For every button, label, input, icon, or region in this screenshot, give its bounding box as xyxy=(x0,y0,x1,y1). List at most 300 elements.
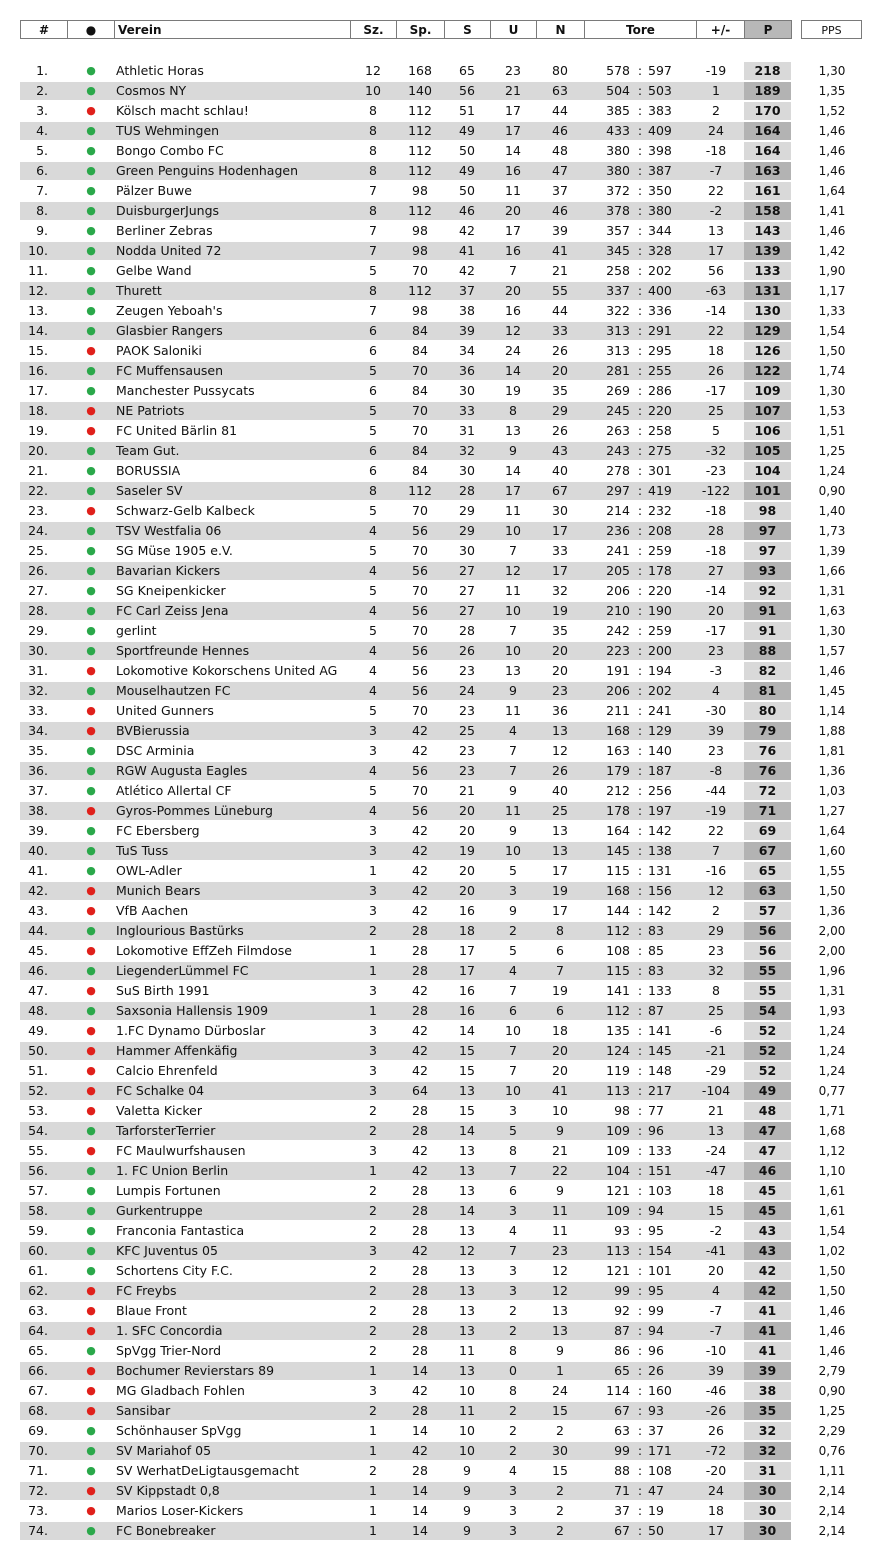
draws-cell: 5 xyxy=(509,863,517,878)
rank-cell: 19. xyxy=(28,423,48,438)
goals-for-cell: 313 xyxy=(606,323,630,338)
draws-cell: 4 xyxy=(509,1223,517,1238)
rank-cell: 29. xyxy=(28,623,48,638)
wins-cell: 17 xyxy=(459,963,475,978)
sz-cell: 8 xyxy=(369,163,377,178)
sz-cell: 2 xyxy=(369,1223,377,1238)
rank-cell: 73. xyxy=(28,1503,48,1518)
goals-colon: : xyxy=(637,1383,643,1398)
goals-colon: : xyxy=(637,223,643,238)
pps-cell: 1,46 xyxy=(818,164,846,178)
wins-cell: 9 xyxy=(463,1463,471,1478)
status-dot-icon: ● xyxy=(86,1444,96,1457)
goals-colon: : xyxy=(637,1123,643,1138)
goals-against-cell: 148 xyxy=(648,1063,672,1078)
rank-cell: 5. xyxy=(36,143,48,158)
pps-cell: 1,46 xyxy=(818,1304,846,1318)
points-cell: 54 xyxy=(758,1003,777,1018)
draws-cell: 7 xyxy=(509,743,517,758)
rank-cell: 64. xyxy=(28,1323,48,1338)
club-name: RGW Augusta Eagles xyxy=(116,763,248,778)
status-dot-icon: ● xyxy=(86,1144,96,1157)
sp-cell: 56 xyxy=(412,663,428,678)
pps-cell: 1,25 xyxy=(818,444,846,458)
table-row xyxy=(20,381,862,401)
sp-cell: 64 xyxy=(412,1083,428,1098)
sz-cell: 10 xyxy=(365,83,381,98)
pps-cell: 1,90 xyxy=(818,264,846,278)
points-cell: 76 xyxy=(758,763,777,778)
draws-cell: 3 xyxy=(509,1203,517,1218)
status-dot-icon: ● xyxy=(86,1504,96,1517)
table-row xyxy=(20,481,862,501)
rank-cell: 66. xyxy=(28,1363,48,1378)
club-name: Thurett xyxy=(116,283,162,298)
club-name: 1. FC Union Berlin xyxy=(116,1163,229,1178)
losses-cell: 35 xyxy=(552,383,568,398)
goals-against-cell: 101 xyxy=(648,1263,672,1278)
goals-against-cell: 200 xyxy=(648,643,672,658)
pps-cell: 1,24 xyxy=(818,464,846,478)
rank-cell: 16. xyxy=(28,363,48,378)
goals-colon: : xyxy=(637,1503,643,1518)
wins-cell: 11 xyxy=(459,1343,475,1358)
rank-cell: 33. xyxy=(28,703,48,718)
pps-cell: 1,54 xyxy=(818,324,846,338)
club-name: KFC Juventus 05 xyxy=(116,1243,218,1258)
table-row xyxy=(20,1281,862,1301)
club-name: Bochumer Revierstars 89 xyxy=(116,1363,275,1378)
losses-cell: 17 xyxy=(552,523,568,538)
points-cell: 38 xyxy=(758,1383,777,1398)
sp-cell: 42 xyxy=(412,883,428,898)
sz-cell: 3 xyxy=(369,1023,377,1038)
goals-for-cell: 191 xyxy=(606,663,630,678)
wins-cell: 23 xyxy=(459,743,475,758)
goals-against-cell: 93 xyxy=(648,1403,664,1418)
losses-cell: 67 xyxy=(552,483,568,498)
sp-cell: 28 xyxy=(412,1343,428,1358)
wins-cell: 42 xyxy=(459,263,475,278)
losses-cell: 36 xyxy=(552,703,568,718)
table-row xyxy=(20,841,862,861)
wins-cell: 41 xyxy=(459,243,475,258)
points-cell: 164 xyxy=(754,123,781,138)
goals-for-cell: 109 xyxy=(606,1123,630,1138)
sp-cell: 70 xyxy=(412,263,428,278)
goals-for-cell: 124 xyxy=(606,1043,630,1058)
goals-colon: : xyxy=(637,543,643,558)
wins-cell: 46 xyxy=(459,203,475,218)
goals-colon: : xyxy=(637,1283,643,1298)
header-tore: Tore xyxy=(584,20,697,39)
sp-cell: 84 xyxy=(412,323,428,338)
goal-diff-cell: 27 xyxy=(708,563,724,578)
draws-cell: 23 xyxy=(505,63,521,78)
wins-cell: 13 xyxy=(459,1143,475,1158)
club-name: SG Müse 1905 e.V. xyxy=(116,543,233,558)
goals-for-cell: 206 xyxy=(606,683,630,698)
sp-cell: 14 xyxy=(412,1503,428,1518)
wins-cell: 14 xyxy=(459,1123,475,1138)
losses-cell: 19 xyxy=(552,983,568,998)
table-row xyxy=(20,1061,862,1081)
goals-for-cell: 504 xyxy=(606,83,630,98)
table-row xyxy=(20,521,862,541)
goals-for-cell: 63 xyxy=(614,1423,630,1438)
goals-against-cell: 133 xyxy=(648,983,672,998)
goals-for-cell: 119 xyxy=(606,1063,630,1078)
rank-cell: 65. xyxy=(28,1343,48,1358)
rank-cell: 54. xyxy=(28,1123,48,1138)
table-row xyxy=(20,1241,862,1261)
sz-cell: 8 xyxy=(369,283,377,298)
club-name: FC Freybs xyxy=(116,1283,177,1298)
goals-against-cell: 202 xyxy=(648,263,672,278)
goals-for-cell: 67 xyxy=(614,1403,630,1418)
sp-cell: 98 xyxy=(412,183,428,198)
club-name: Franconia Fantastica xyxy=(116,1223,245,1238)
points-cell: 55 xyxy=(758,963,777,978)
goal-diff-cell: -10 xyxy=(705,1343,727,1358)
goals-against-cell: 140 xyxy=(648,743,672,758)
goals-against-cell: 160 xyxy=(648,1383,672,1398)
club-name: Schönhauser SpVgg xyxy=(116,1423,242,1438)
table-header xyxy=(20,20,862,40)
table-row xyxy=(20,1381,862,1401)
club-name: Hammer Affenkäfig xyxy=(116,1043,238,1058)
goals-colon: : xyxy=(637,143,643,158)
goals-for-cell: 313 xyxy=(606,343,630,358)
losses-cell: 11 xyxy=(552,1223,568,1238)
wins-cell: 27 xyxy=(459,603,475,618)
goals-for-cell: 121 xyxy=(606,1183,630,1198)
pps-cell: 1,88 xyxy=(818,724,846,738)
sz-cell: 6 xyxy=(369,443,377,458)
sz-cell: 1 xyxy=(369,1483,377,1498)
wins-cell: 32 xyxy=(459,443,475,458)
status-dot-icon: ● xyxy=(86,504,96,517)
goal-diff-cell: 25 xyxy=(708,1003,724,1018)
club-name: Munich Bears xyxy=(116,883,201,898)
draws-cell: 4 xyxy=(509,723,517,738)
losses-cell: 18 xyxy=(552,1023,568,1038)
wins-cell: 56 xyxy=(459,83,475,98)
pps-cell: 1,61 xyxy=(818,1204,846,1218)
sp-cell: 28 xyxy=(412,943,428,958)
status-dot-icon: ● xyxy=(86,404,96,417)
status-dot-icon: ● xyxy=(86,544,96,557)
status-dot-icon: ● xyxy=(86,164,96,177)
points-cell: 49 xyxy=(758,1083,777,1098)
points-cell: 81 xyxy=(758,683,777,698)
pps-cell: 1,10 xyxy=(818,1164,846,1178)
club-name: FC Muffensausen xyxy=(116,363,224,378)
goal-diff-cell: -20 xyxy=(705,1463,727,1478)
rank-cell: 31. xyxy=(28,663,48,678)
goals-for-cell: 141 xyxy=(606,983,630,998)
losses-cell: 23 xyxy=(552,1243,568,1258)
goals-against-cell: 256 xyxy=(648,783,672,798)
sz-cell: 3 xyxy=(369,823,377,838)
sp-cell: 42 xyxy=(412,903,428,918)
pps-cell: 2,00 xyxy=(818,924,846,938)
status-dot-icon: ● xyxy=(86,624,96,637)
goals-colon: : xyxy=(637,1323,643,1338)
draws-cell: 7 xyxy=(509,623,517,638)
goals-colon: : xyxy=(637,963,643,978)
losses-cell: 13 xyxy=(552,823,568,838)
wins-cell: 30 xyxy=(459,543,475,558)
wins-cell: 27 xyxy=(459,563,475,578)
goal-diff-cell: 22 xyxy=(708,183,724,198)
draws-cell: 11 xyxy=(505,183,521,198)
rank-cell: 30. xyxy=(28,643,48,658)
wins-cell: 13 xyxy=(459,1363,475,1378)
sp-cell: 56 xyxy=(412,763,428,778)
club-name: SuS Birth 1991 xyxy=(116,983,210,998)
rank-cell: 8. xyxy=(36,203,48,218)
table-row xyxy=(20,1221,862,1241)
losses-cell: 41 xyxy=(552,243,568,258)
losses-cell: 2 xyxy=(556,1423,564,1438)
sz-cell: 3 xyxy=(369,1043,377,1058)
sp-cell: 28 xyxy=(412,923,428,938)
draws-cell: 21 xyxy=(505,83,521,98)
points-cell: 82 xyxy=(758,663,777,678)
goals-against-cell: 142 xyxy=(648,903,672,918)
goal-diff-cell: -18 xyxy=(705,143,727,158)
losses-cell: 17 xyxy=(552,863,568,878)
pps-cell: 0,90 xyxy=(818,1384,846,1398)
status-dot-icon: ● xyxy=(86,1184,96,1197)
rank-cell: 15. xyxy=(28,343,48,358)
pps-cell: 2,29 xyxy=(818,1424,846,1438)
points-cell: 139 xyxy=(754,243,781,258)
pps-cell: 0,90 xyxy=(818,484,846,498)
draws-cell: 3 xyxy=(509,1283,517,1298)
sz-cell: 2 xyxy=(369,1303,377,1318)
pps-cell: 1,24 xyxy=(818,1024,846,1038)
wins-cell: 16 xyxy=(459,903,475,918)
table-row xyxy=(20,401,862,421)
club-name: Cosmos NY xyxy=(116,83,187,98)
goals-for-cell: 380 xyxy=(606,163,630,178)
goals-colon: : xyxy=(637,403,643,418)
points-cell: 55 xyxy=(758,983,777,998)
wins-cell: 13 xyxy=(459,1183,475,1198)
goals-colon: : xyxy=(637,1523,643,1538)
draws-cell: 8 xyxy=(509,1143,517,1158)
pps-cell: 1,02 xyxy=(818,1244,846,1258)
goals-for-cell: 112 xyxy=(606,923,630,938)
standings-table xyxy=(20,20,862,1538)
draws-cell: 11 xyxy=(505,503,521,518)
club-name: SG Kneipenkicker xyxy=(116,583,226,598)
draws-cell: 13 xyxy=(505,663,521,678)
rank-cell: 50. xyxy=(28,1043,48,1058)
goals-colon: : xyxy=(637,383,643,398)
draws-cell: 6 xyxy=(509,1183,517,1198)
goals-colon: : xyxy=(637,1303,643,1318)
losses-cell: 40 xyxy=(552,463,568,478)
wins-cell: 10 xyxy=(459,1383,475,1398)
sp-cell: 70 xyxy=(412,783,428,798)
goals-for-cell: 114 xyxy=(606,1383,630,1398)
pps-cell: 1,30 xyxy=(818,624,846,638)
goal-diff-cell: 39 xyxy=(708,1363,724,1378)
goal-diff-cell: -7 xyxy=(709,1303,723,1318)
goals-against-cell: 275 xyxy=(648,443,672,458)
sz-cell: 4 xyxy=(369,663,377,678)
draws-cell: 10 xyxy=(505,603,521,618)
rank-cell: 60. xyxy=(28,1243,48,1258)
sp-cell: 112 xyxy=(408,483,432,498)
status-dot-icon: ● xyxy=(86,1484,96,1497)
club-name: MG Gladbach Fohlen xyxy=(116,1383,245,1398)
wins-cell: 24 xyxy=(459,683,475,698)
pps-cell: 2,14 xyxy=(818,1504,846,1518)
wins-cell: 27 xyxy=(459,583,475,598)
rank-cell: 57. xyxy=(28,1183,48,1198)
goal-diff-cell: 26 xyxy=(708,363,724,378)
rank-cell: 39. xyxy=(28,823,48,838)
club-name: Inglourious Bastürks xyxy=(116,923,244,938)
status-dot-icon: ● xyxy=(86,644,96,657)
draws-cell: 19 xyxy=(505,383,521,398)
goal-diff-cell: -47 xyxy=(705,1163,727,1178)
goals-against-cell: 220 xyxy=(648,583,672,598)
pps-cell: 1,96 xyxy=(818,964,846,978)
draws-cell: 7 xyxy=(509,1163,517,1178)
status-dot-icon: ● xyxy=(86,1044,96,1057)
pps-cell: 1,11 xyxy=(818,1464,846,1478)
goals-against-cell: 133 xyxy=(648,1143,672,1158)
pps-cell: 1,14 xyxy=(818,704,846,718)
sz-cell: 4 xyxy=(369,563,377,578)
goals-against-cell: 95 xyxy=(648,1283,664,1298)
goals-for-cell: 144 xyxy=(606,903,630,918)
goals-colon: : xyxy=(637,923,643,938)
goals-against-cell: 138 xyxy=(648,843,672,858)
wins-cell: 65 xyxy=(459,63,475,78)
wins-cell: 13 xyxy=(459,1283,475,1298)
sz-cell: 6 xyxy=(369,463,377,478)
wins-cell: 23 xyxy=(459,663,475,678)
rank-cell: 62. xyxy=(28,1283,48,1298)
sp-cell: 14 xyxy=(412,1423,428,1438)
status-dot-icon: ● xyxy=(86,884,96,897)
table-row xyxy=(20,781,862,801)
points-cell: 164 xyxy=(754,143,781,158)
points-cell: 45 xyxy=(758,1183,777,1198)
goal-diff-cell: 26 xyxy=(708,1423,724,1438)
goals-against-cell: 83 xyxy=(648,923,664,938)
table-row xyxy=(20,281,862,301)
table-row xyxy=(20,1401,862,1421)
goals-colon: : xyxy=(637,523,643,538)
club-name: Bavarian Kickers xyxy=(116,563,221,578)
goals-colon: : xyxy=(637,823,643,838)
rank-cell: 71. xyxy=(28,1463,48,1478)
club-name: Saxsonia Hallensis 1909 xyxy=(116,1003,269,1018)
status-dot-icon: ● xyxy=(86,184,96,197)
goal-diff-cell: -26 xyxy=(705,1403,727,1418)
goal-diff-cell: -122 xyxy=(701,483,731,498)
pps-cell: 1,39 xyxy=(818,544,846,558)
sz-cell: 5 xyxy=(369,263,377,278)
rank-cell: 26. xyxy=(28,563,48,578)
goal-diff-cell: 18 xyxy=(708,343,724,358)
pps-cell: 1,27 xyxy=(818,804,846,818)
club-name: TuS Tuss xyxy=(116,843,169,858)
wins-cell: 28 xyxy=(459,623,475,638)
status-dot-icon: ● xyxy=(86,264,96,277)
losses-cell: 80 xyxy=(552,63,568,78)
pps-cell: 1,63 xyxy=(818,604,846,618)
goals-colon: : xyxy=(637,583,643,598)
rank-cell: 28. xyxy=(28,603,48,618)
losses-cell: 19 xyxy=(552,603,568,618)
pps-cell: 1,57 xyxy=(818,644,846,658)
club-name: DSC Arminia xyxy=(116,743,195,758)
points-cell: 133 xyxy=(754,263,781,278)
table-row xyxy=(20,1481,862,1501)
goal-diff-cell: 4 xyxy=(712,1283,720,1298)
points-cell: 47 xyxy=(758,1143,777,1158)
goals-colon: : xyxy=(637,1183,643,1198)
sz-cell: 3 xyxy=(369,1083,377,1098)
goals-colon: : xyxy=(637,883,643,898)
header-status: ● xyxy=(67,20,115,39)
club-name: 1. SFC Concordia xyxy=(116,1323,223,1338)
header-club: Verein xyxy=(114,20,351,39)
draws-cell: 7 xyxy=(509,1063,517,1078)
club-name: LiegenderLümmel FC xyxy=(116,963,249,978)
header-rank: # xyxy=(20,20,68,39)
club-name: Nodda United 72 xyxy=(116,243,222,258)
goals-colon: : xyxy=(637,63,643,78)
goals-against-cell: 197 xyxy=(648,803,672,818)
header-sz: Sz. xyxy=(350,20,397,39)
sp-cell: 28 xyxy=(412,1403,428,1418)
goal-diff-cell: 39 xyxy=(708,723,724,738)
losses-cell: 24 xyxy=(552,1383,568,1398)
table-row xyxy=(20,881,862,901)
club-name: United Gunners xyxy=(116,703,214,718)
goals-colon: : xyxy=(637,1043,643,1058)
sp-cell: 28 xyxy=(412,1263,428,1278)
sp-cell: 70 xyxy=(412,403,428,418)
losses-cell: 12 xyxy=(552,1283,568,1298)
points-cell: 56 xyxy=(758,943,777,958)
status-dot-icon: ● xyxy=(86,124,96,137)
goals-against-cell: 103 xyxy=(648,1183,672,1198)
points-cell: 35 xyxy=(758,1403,777,1418)
goals-colon: : xyxy=(637,1263,643,1278)
table-row xyxy=(20,901,862,921)
club-name: Bongo Combo FC xyxy=(116,143,224,158)
draws-cell: 2 xyxy=(509,923,517,938)
status-dot-icon: ● xyxy=(86,1524,96,1537)
rank-cell: 53. xyxy=(28,1103,48,1118)
header-diff: +/- xyxy=(696,20,745,39)
rank-cell: 48. xyxy=(28,1003,48,1018)
goals-for-cell: 322 xyxy=(606,303,630,318)
draws-cell: 12 xyxy=(505,323,521,338)
rank-cell: 21. xyxy=(28,463,48,478)
goals-colon: : xyxy=(637,643,643,658)
